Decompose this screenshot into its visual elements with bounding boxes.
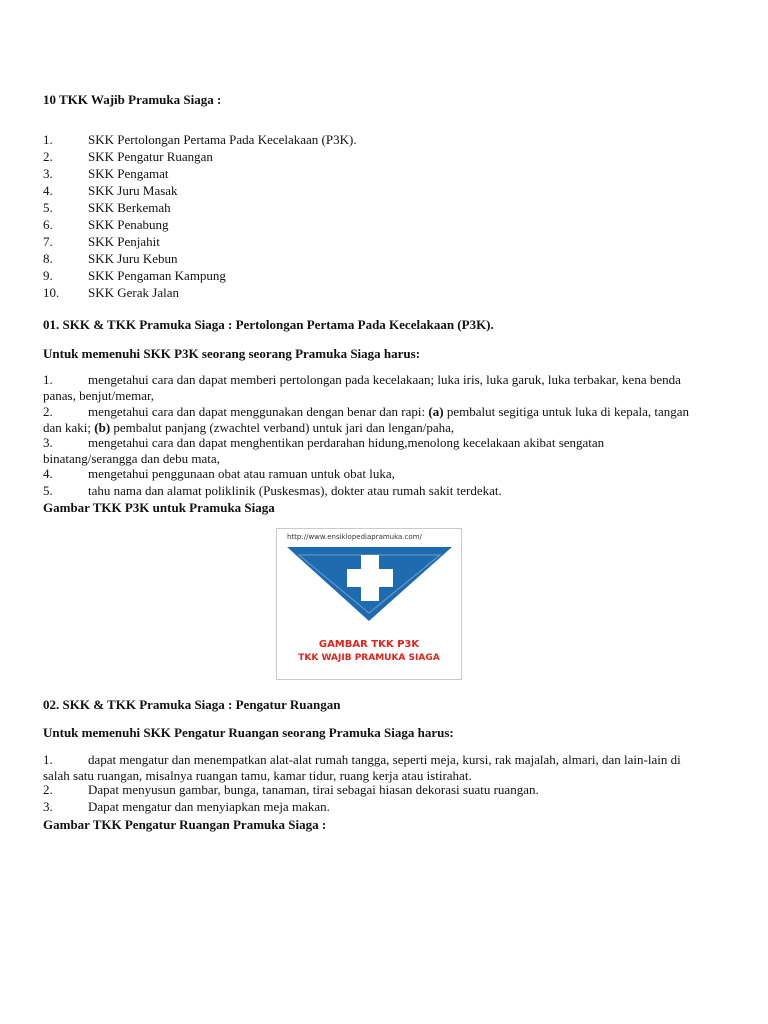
- p3k-badge-image: [276, 528, 462, 680]
- section-heading: 02. SKK & TKK Pramuka Siaga : Pengatur Ruangan: [43, 697, 341, 712]
- list-item: 5. SKK Berkemah: [43, 200, 171, 215]
- list-item: 1. mengetahui cara dan dapat memberi pertolongan pada kecelakaan; luka iris, luka garuk, luka terbakar, kena benda panas, benjut/memar,: [43, 372, 681, 403]
- list-item: 6. SKK Penabung: [43, 217, 169, 232]
- figure-caption: Gambar TKK P3K untuk Pramuka Siaga: [43, 500, 275, 515]
- list-item: 2. Dapat menyusun gambar, bunga, tanaman, tirai sebagai hiasan dekorasi suatu ruangan.: [43, 782, 539, 797]
- list-item: 2. mengetahui cara dan dapat menggunakan dengan benar dan rapi: (a) pembalut segitiga untuk luka di kepala, tangan dan kaki; (b) pembalut panjang (zwachtel verband) untuk jari dan lengan/paha,: [43, 404, 690, 435]
- section-heading: 01. SKK & TKK Pramuka Siaga : Pertolongan Pertama Pada Kecelakaan (P3K).: [43, 317, 494, 332]
- list-item: 3. SKK Pengamat: [43, 166, 169, 181]
- list-item: 9. SKK Pengaman Kampung: [43, 268, 226, 283]
- page-title: 10 TKK Wajib Pramuka Siaga :: [43, 92, 222, 107]
- list-item: 2. SKK Pengatur Ruangan: [43, 149, 213, 164]
- list-item: 4. mengetahui penggunaan obat atau ramuan untuk obat luka,: [43, 466, 395, 481]
- list-item: 10. SKK Gerak Jalan: [43, 285, 179, 300]
- list-item: 1. SKK Pertolongan Pertama Pada Kecelakaan (P3K).: [43, 132, 357, 147]
- list-item: 4. SKK Juru Masak: [43, 183, 178, 198]
- section-subheading: Untuk memenuhi SKK P3K seorang seorang Pramuka Siaga harus:: [43, 346, 421, 361]
- list-item: 1. dapat mengatur dan menempatkan alat-alat rumah tangga, seperti meja, kursi, rak majalah, almari, dan lain-lain di salah satu ruangan, misalnya ruangan tamu, kamar tidur, ruang kerja atau istirahat.: [43, 752, 681, 783]
- list-item: 3. mengetahui cara dan dapat menghentikan perdarahan hidung,menolong kecelakaan akibat sengatan binatang/serangga dan debu mata,: [43, 435, 605, 466]
- image-label-line2: TKK WAJIB PRAMUKA SIAGA: [298, 653, 440, 663]
- image-url-text: http://www.ensiklopediapramuka.com/: [287, 533, 422, 541]
- list-item: 7. SKK Penjahit: [43, 234, 160, 249]
- list-item: 8. SKK Juru Kebun: [43, 251, 178, 266]
- list-item: 3. Dapat mengatur dan menyiapkan meja makan.: [43, 799, 330, 814]
- section-subheading: Untuk memenuhi SKK Pengatur Ruangan seorang Pramuka Siaga harus:: [43, 725, 454, 740]
- figure-caption: Gambar TKK Pengatur Ruangan Pramuka Siaga :: [43, 817, 327, 832]
- list-item: 5. tahu nama dan alamat poliklinik (Puskesmas), dokter atau rumah sakit terdekat.: [43, 483, 502, 498]
- image-label-line1: GAMBAR TKK P3K: [318, 639, 420, 650]
